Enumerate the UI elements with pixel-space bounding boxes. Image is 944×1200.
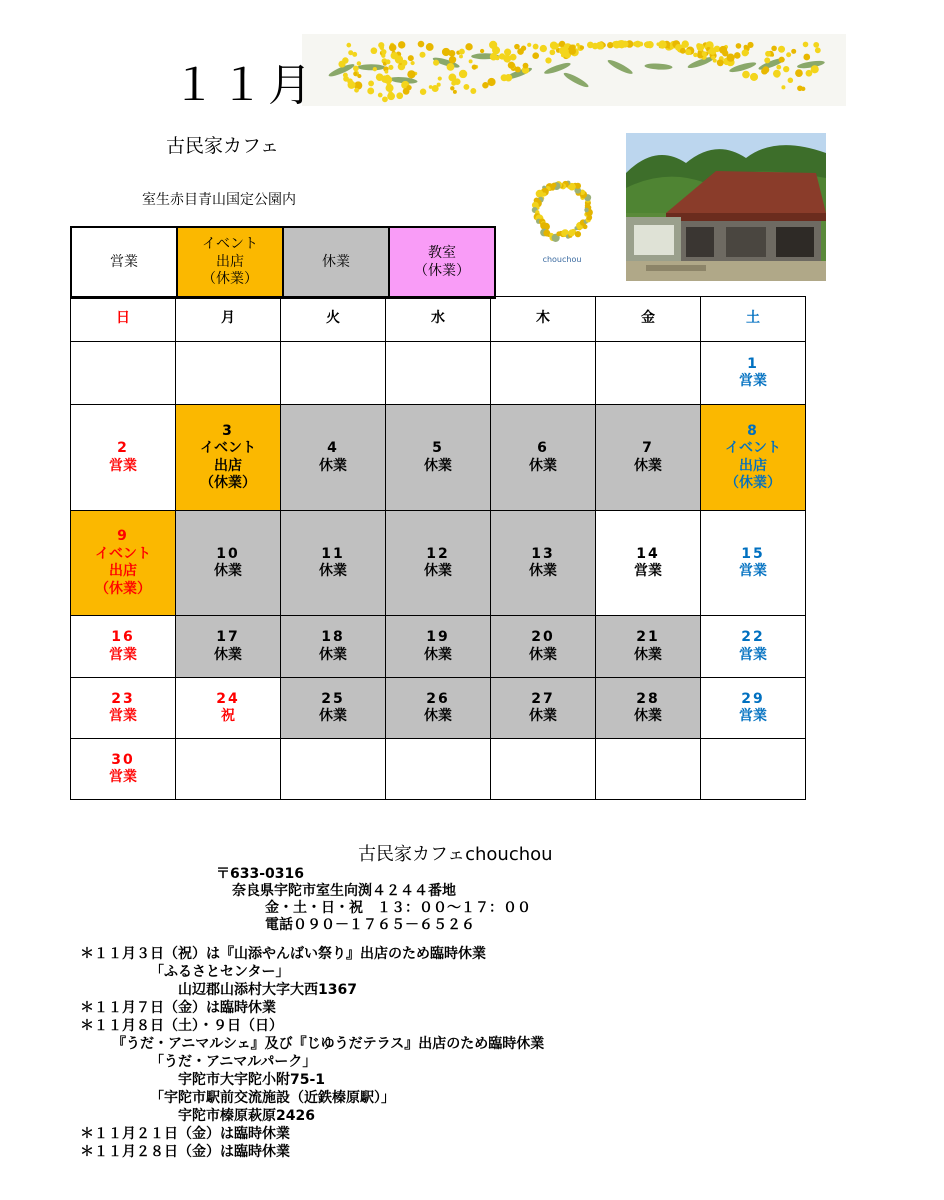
note-line: ＊１１月３日（祝）は『山添やんばい祭り』出店のため臨時休業 bbox=[80, 946, 486, 962]
calendar-day-cell bbox=[386, 405, 491, 511]
note-line: ＊１１月８日（土）・９日（日） bbox=[80, 1018, 283, 1034]
legend-closed bbox=[283, 227, 389, 298]
day-number: 1 bbox=[747, 355, 759, 372]
location-text: 室生赤目青山国定公園内 bbox=[142, 192, 296, 208]
note-line: ＊１１月７日（金）は臨時休業 bbox=[80, 1000, 276, 1016]
day-status: イベント 出店 （休業） bbox=[200, 440, 256, 491]
calendar-day-cell bbox=[701, 678, 806, 739]
day-status: 休業 bbox=[424, 563, 452, 579]
note-line: 山辺郡山添村大字大西1367 bbox=[178, 982, 357, 998]
calendar-week-row bbox=[71, 616, 806, 678]
calendar-day-cell bbox=[491, 616, 596, 678]
calendar-day-cell bbox=[701, 616, 806, 678]
day-number: 22 bbox=[741, 629, 765, 645]
day-number: 3 bbox=[222, 422, 234, 439]
weekday-header: 木 bbox=[491, 297, 596, 342]
calendar-table bbox=[70, 296, 806, 800]
calendar-day-cell bbox=[701, 405, 806, 511]
day-status: イベント 出店 （休業） bbox=[725, 440, 781, 491]
calendar-day-cell bbox=[176, 616, 281, 678]
calendar-day-cell bbox=[386, 616, 491, 678]
day-status: 休業 bbox=[214, 563, 242, 579]
calendar-day-cell bbox=[701, 511, 806, 616]
day-status: 営業 bbox=[739, 646, 767, 663]
day-status: 営業 bbox=[109, 708, 137, 724]
day-number: 21 bbox=[636, 629, 660, 645]
business-hours: 金・土・日・祝 １３：００～１７：００ bbox=[265, 900, 531, 916]
weekday-header: 土 bbox=[701, 297, 806, 342]
day-number: 26 bbox=[426, 690, 450, 707]
day-status: 休業 bbox=[529, 646, 557, 663]
day-number: 28 bbox=[636, 690, 660, 707]
weekday-header: 日 bbox=[71, 297, 176, 342]
address: 奈良県宇陀市室生向渕４２４４番地 bbox=[232, 883, 456, 899]
calendar-empty-cell bbox=[596, 739, 701, 800]
month-title: １１月 bbox=[172, 60, 316, 111]
calendar-day-cell bbox=[491, 678, 596, 739]
calendar-day-cell bbox=[71, 616, 176, 678]
calendar-day-cell bbox=[491, 511, 596, 616]
calendar-empty-cell bbox=[71, 342, 176, 405]
calendar-week-row bbox=[71, 405, 806, 511]
day-number: 4 bbox=[327, 440, 339, 456]
note-line: 宇陀市大宇陀小附75-1 bbox=[178, 1072, 326, 1088]
day-number: 18 bbox=[321, 629, 345, 645]
calendar-week-row bbox=[71, 342, 806, 405]
day-number: 25 bbox=[321, 690, 345, 707]
calendar-empty-cell bbox=[176, 342, 281, 405]
day-status: 休業 bbox=[529, 457, 557, 474]
calendar-empty-cell bbox=[596, 342, 701, 405]
day-number: 14 bbox=[636, 545, 660, 562]
phone-number: 電話０９０－１７６５－６５２６ bbox=[265, 917, 475, 933]
calendar-day-cell bbox=[596, 511, 701, 616]
legend-label: 教室 （休業） bbox=[414, 245, 470, 279]
calendar-week-row bbox=[71, 511, 806, 616]
calendar-day-cell bbox=[701, 342, 806, 405]
calendar-day-cell bbox=[596, 405, 701, 511]
calendar-day-cell bbox=[176, 405, 281, 511]
day-number: 12 bbox=[426, 545, 450, 562]
calendar-week-row bbox=[71, 739, 806, 800]
day-status: 営業 bbox=[739, 708, 767, 724]
legend-label: イベント 出店 （休業） bbox=[202, 236, 258, 288]
logo-text: chouchou bbox=[542, 255, 582, 264]
day-status: 休業 bbox=[319, 708, 347, 724]
note-line: 「うだ・アニマルパーク」 bbox=[150, 1054, 317, 1070]
calendar-empty-cell bbox=[386, 342, 491, 405]
day-number: 6 bbox=[537, 440, 549, 456]
calendar-empty-cell bbox=[491, 739, 596, 800]
day-number: 8 bbox=[747, 422, 759, 439]
calendar-empty-cell bbox=[281, 342, 386, 405]
day-number: 13 bbox=[531, 545, 555, 562]
calendar-day-cell bbox=[281, 678, 386, 739]
calendar-day-cell bbox=[281, 616, 386, 678]
calendar-day-cell bbox=[281, 405, 386, 511]
calendar-day-cell bbox=[386, 678, 491, 739]
note-line: 「宇陀市駅前交流施設（近鉄榛原駅）」 bbox=[150, 1090, 395, 1106]
day-status: 休業 bbox=[634, 646, 662, 663]
calendar-week-row bbox=[71, 678, 806, 739]
calendar-empty-cell bbox=[701, 739, 806, 800]
note-line: 「ふるさとセンター」 bbox=[150, 964, 290, 980]
day-number: 10 bbox=[216, 545, 240, 562]
day-number: 15 bbox=[741, 545, 765, 562]
day-status: 休業 bbox=[319, 646, 347, 663]
day-status: 休業 bbox=[214, 646, 242, 663]
day-number: 20 bbox=[531, 629, 555, 645]
legend-label: 休業 bbox=[322, 253, 350, 270]
postal-code: 〒633-0316 bbox=[216, 866, 304, 882]
legend-open bbox=[71, 227, 177, 298]
note-line: 宇陀市榛原萩原2426 bbox=[178, 1108, 315, 1124]
day-number: 24 bbox=[216, 690, 240, 707]
day-number: 16 bbox=[111, 629, 135, 645]
note-line: 『うだ・アニマルシェ』及び『じゆうだテラス』出店のため臨時休業 bbox=[112, 1036, 545, 1052]
day-status: 営業 bbox=[109, 769, 137, 785]
day-status: 休業 bbox=[424, 646, 452, 663]
day-number: 17 bbox=[216, 629, 240, 645]
weekday-header: 水 bbox=[386, 297, 491, 342]
day-number: 5 bbox=[432, 440, 444, 456]
calendar-day-cell bbox=[491, 405, 596, 511]
calendar-day-cell bbox=[596, 616, 701, 678]
day-status: 休業 bbox=[529, 708, 557, 724]
day-status: 休業 bbox=[634, 708, 662, 724]
legend-label: 営業 bbox=[110, 253, 138, 270]
calendar-empty-cell bbox=[281, 739, 386, 800]
note-line: ＊１１月２８日（金）は臨時休業 bbox=[80, 1144, 290, 1160]
day-number: 30 bbox=[111, 751, 135, 768]
calendar-day-cell bbox=[386, 511, 491, 616]
day-number: 9 bbox=[117, 528, 129, 544]
day-number: 19 bbox=[426, 629, 450, 645]
weekday-header: 金 bbox=[596, 297, 701, 342]
weekday-header-row bbox=[71, 297, 806, 342]
day-status: イベント 出店 （休業） bbox=[95, 545, 151, 597]
house-photo bbox=[626, 133, 826, 281]
cafe-subtitle: 古民家カフェ bbox=[166, 135, 280, 157]
day-status: 営業 bbox=[109, 457, 137, 474]
wreath-logo bbox=[522, 172, 602, 264]
day-status: 祝 bbox=[221, 708, 235, 724]
day-number: 27 bbox=[531, 690, 555, 707]
legend-event bbox=[177, 227, 283, 298]
weekday-header: 月 bbox=[176, 297, 281, 342]
day-status: 営業 bbox=[739, 373, 767, 389]
day-number: 23 bbox=[111, 690, 135, 707]
legend-class bbox=[389, 227, 495, 298]
day-number: 29 bbox=[741, 690, 765, 707]
calendar-day-cell bbox=[281, 511, 386, 616]
day-status: 休業 bbox=[424, 457, 452, 474]
calendar-day-cell bbox=[596, 678, 701, 739]
note-line: ＊１１月２１日（金）は臨時休業 bbox=[80, 1126, 290, 1142]
calendar-day-cell bbox=[71, 678, 176, 739]
calendar-empty-cell bbox=[386, 739, 491, 800]
calendar-day-cell bbox=[176, 511, 281, 616]
day-status: 休業 bbox=[319, 563, 347, 579]
day-status: 営業 bbox=[634, 563, 662, 579]
mimosa-banner bbox=[302, 34, 846, 106]
calendar-empty-cell bbox=[491, 342, 596, 405]
calendar-empty-cell bbox=[176, 739, 281, 800]
shop-name: 古民家カフェchouchou bbox=[358, 844, 553, 865]
calendar-day-cell bbox=[71, 739, 176, 800]
calendar-day-cell bbox=[176, 678, 281, 739]
day-status: 営業 bbox=[739, 563, 767, 579]
weekday-header: 火 bbox=[281, 297, 386, 342]
day-status: 休業 bbox=[634, 457, 662, 474]
calendar-day-cell bbox=[71, 511, 176, 616]
day-number: 7 bbox=[642, 440, 654, 456]
legend-table bbox=[70, 226, 496, 299]
calendar-day-cell bbox=[71, 405, 176, 511]
day-number: 2 bbox=[117, 440, 129, 456]
day-status: 休業 bbox=[319, 457, 347, 474]
day-number: 11 bbox=[321, 545, 345, 562]
day-status: 営業 bbox=[109, 646, 137, 663]
day-status: 休業 bbox=[529, 563, 557, 579]
day-status: 休業 bbox=[424, 708, 452, 724]
